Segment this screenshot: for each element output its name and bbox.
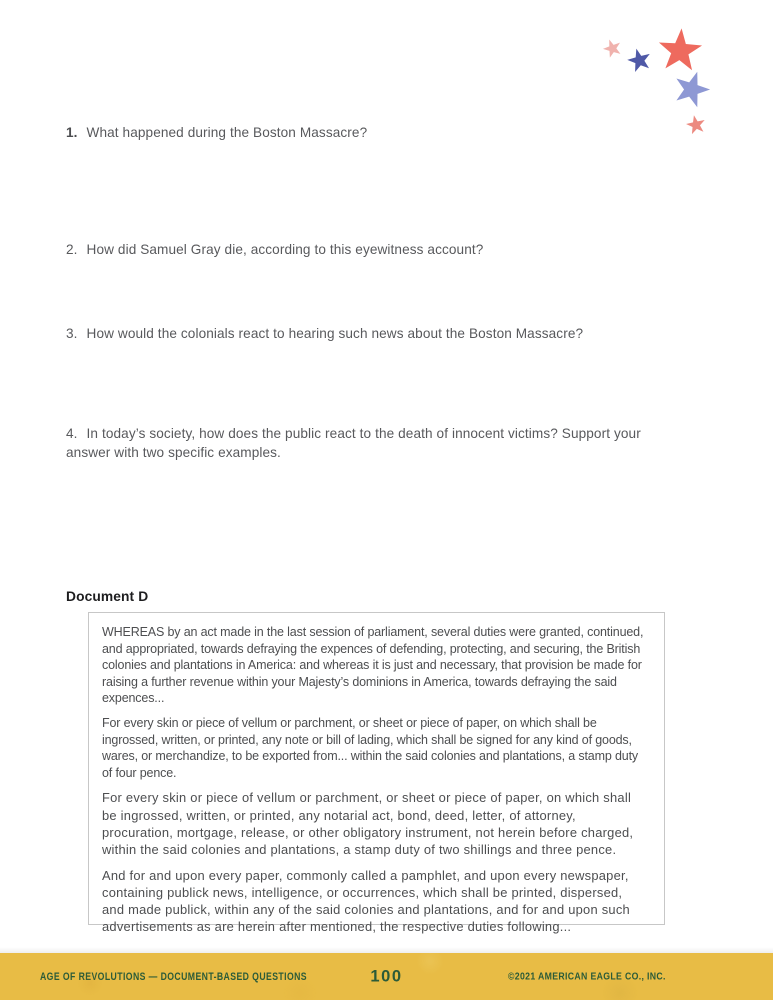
quote-paragraph-1: WHEREAS by an act made in the last session of parliament, several duties were granted, continued, and appropriated, towards defraying the expences of defending, protecting, and securing, the British colonies and plantations in America: and whereas it is just and necessary, that provision be made for raising a further revenue within your Majesty’s dominions in America, towards defraying the said expences...	[102, 625, 644, 706]
question-1-text: What happened during the Boston Massacre?	[86, 125, 368, 140]
question-2-text: How did Samuel Gray die, according to this eyewitness account?	[86, 242, 484, 257]
question-1-number: 1.	[66, 125, 78, 140]
quote-paragraph-2: For every skin or piece of vellum or parchment, or sheet or piece of paper, on which shall be ingrossed, written, or printed, any note or bill of lading, which shall be signed for any kind of goods, wares, or merchandize, to be exported from... within the said colonies and plantations, a stamp duty of four pence.	[102, 715, 638, 780]
footer-series-title: AGE OF REVOLUTIONS — DOCUMENT-BASED QUESTIONS	[40, 970, 308, 983]
footer-band	[0, 953, 773, 1000]
coral-small-star-icon	[683, 112, 709, 138]
footer-copyright: ©2021 AMERICAN EAGLE CO., INC.	[508, 971, 666, 982]
question-4-number: 4.	[66, 426, 78, 441]
question-3	[66, 325, 583, 344]
document-d-quote-box	[88, 612, 665, 935]
question-4	[66, 425, 680, 462]
question-3-text: How would the colonials react to hearing such news about the Boston Massacre?	[86, 326, 584, 341]
question-1	[66, 124, 367, 143]
document-d-heading: Document D	[66, 589, 149, 604]
footer-page-number: 100	[370, 967, 403, 985]
question-2-number: 2.	[66, 242, 78, 257]
question-4-text: In today’s society, how does the public react to the death of innocent victims? Support your answer with two specific examples.	[66, 426, 641, 460]
dark-blue-star-icon	[623, 44, 656, 77]
quote-paragraph-4: And for and upon every paper, commonly called a pamphlet, and upon every newspaper, containing publick news, intelligence, or occurrences, which shall be printed, dispersed, and made publick, within any of the said colonies and plantations, and for and upon such advertisements as are herein after mentioned, the respective duties following...	[102, 867, 630, 935]
pink-small-star-icon	[599, 35, 626, 62]
quote-paragraph-3: For every skin or piece of vellum or parchment, or sheet or piece of paper, on which shall be ingrossed, written, or printed, any notarial act, bond, deed, letter, of attorney, procuration, mortgage, release, or other obligatory instrument, not herein before charged, within the said colonies and plantations, a stamp duty of two shillings and three pence.	[102, 790, 634, 858]
question-2	[66, 241, 483, 260]
question-3-number: 3.	[66, 326, 78, 341]
